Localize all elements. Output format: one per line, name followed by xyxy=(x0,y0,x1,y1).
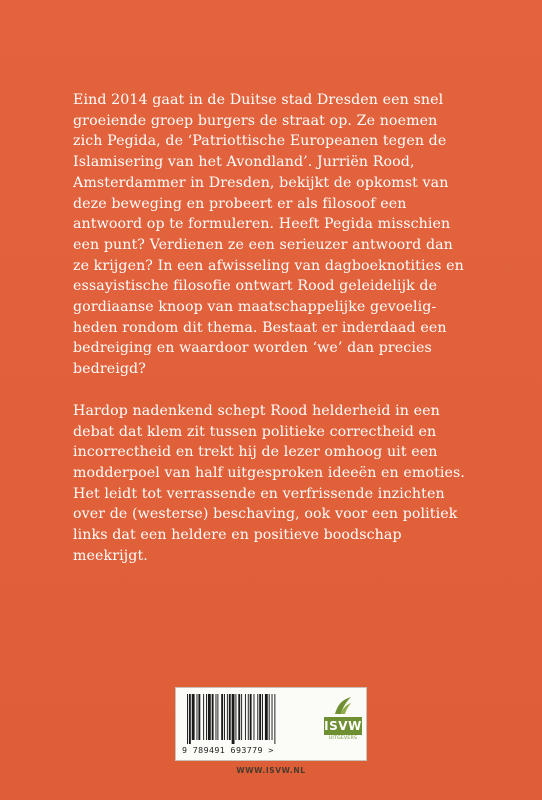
barcode-label xyxy=(175,687,367,761)
publisher-logo-text: ISVW xyxy=(324,719,362,733)
isvw-logo-icon xyxy=(332,694,354,716)
publisher-logo-subtext: UITGEVERS xyxy=(328,736,358,741)
blurb-line: modderpoel van half uitgesproken ideeën en emoties. xyxy=(73,464,466,481)
isbn-barcode xyxy=(185,694,319,744)
blurb-line: deze beweging en probeert er als filosoof een xyxy=(73,195,407,212)
blurb-line: debat dat klem zit tussen politieke correctheid en xyxy=(73,423,437,440)
blurb-line: gordiaanse knoop van maatschappelijke gevoelig- xyxy=(73,299,437,316)
blurb-text xyxy=(73,90,513,566)
blurb-paragraph-2 xyxy=(73,401,513,567)
blurb-line: groeiende groep burgers de straat op. Ze noemen xyxy=(73,112,438,129)
blurb-line: antwoord op te formuleren. Heeft Pegida misschien xyxy=(73,216,451,233)
blurb-line: meekrijgt. xyxy=(73,547,148,564)
blurb-paragraph-1 xyxy=(73,90,513,380)
blurb-line: Het leidt tot verrassende en verfrissende inzichten xyxy=(73,485,445,502)
publisher-logo xyxy=(324,694,362,756)
blurb-line: heden rondom dit thema. Bestaat er inderdaad een xyxy=(73,319,447,336)
blurb-line: Eind 2014 gaat in de Duitse stad Dresden een snel xyxy=(73,92,444,108)
blurb-line: bedreigd? xyxy=(73,361,146,378)
blurb-line: een punt? Verdienen ze een serieuzer antwoord dan xyxy=(73,236,453,253)
blurb-line: links dat een heldere en positieve boodschap xyxy=(73,527,402,544)
isbn-digits: 9 789491 693779 > xyxy=(182,745,274,755)
blurb-line: over de (westerse) beschaving, ook voor een politiek xyxy=(73,506,458,523)
blurb-line: Islamisering van het Avondland’. Jurriën Rood, xyxy=(73,154,415,171)
blurb-line: Hardop nadenkend schept Rood helderheid in een xyxy=(73,402,440,419)
publisher-website: WWW.ISVW.NL xyxy=(236,766,306,775)
blurb-line: zich Pegida, de ‘Patriottische Europeanen tegen de xyxy=(73,133,447,150)
blurb-line: bedreiging en waardoor worden ‘we’ dan precies xyxy=(73,340,432,357)
blurb-line: Amsterdammer in Dresden, bekijkt de opkomst van xyxy=(73,174,449,191)
blurb-line: ze krijgen? In een afwisseling van dagboeknotities en xyxy=(73,257,464,274)
blurb-line: incorrectheid en trekt hij de lezer omhoog uit een xyxy=(73,444,438,461)
blurb-line: essayistische filosofie ontwart Rood geleidelijk de xyxy=(73,278,438,295)
